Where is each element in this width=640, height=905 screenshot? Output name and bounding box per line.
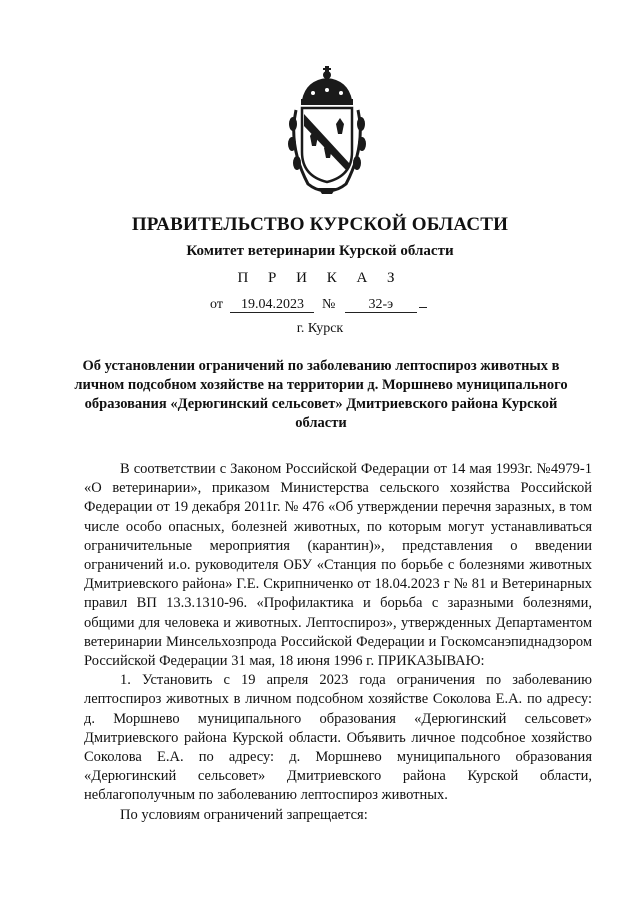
dateline xyxy=(210,297,427,313)
document-type: П Р И К А З xyxy=(237,270,403,286)
government-title: ПРАВИТЕЛЬСТВО КУРСКОЙ ОБЛАСТИ xyxy=(131,214,509,235)
order-date: 19.04.2023 xyxy=(230,298,314,313)
order-subject: Об установлении ограничений по заболеванию лептоспироз животных в личном подсобном хозяйстве на территории д. Моршнево муниципального образования «Дерюгинский сельсовет» Дмитриевского района Курской области xyxy=(74,358,568,431)
date-label: от xyxy=(210,297,223,312)
committee-name: Комитет ветеринарии Курской области xyxy=(186,243,454,259)
order-number: 32-э xyxy=(345,298,417,313)
number-label: № xyxy=(321,297,336,312)
underline-tail xyxy=(419,307,427,308)
kursk-coat-of-arms-icon xyxy=(288,66,366,196)
restrictions-intro: По условиям ограничений запрещается: xyxy=(120,806,368,823)
order-body xyxy=(84,460,592,825)
city: г. Курск xyxy=(296,321,344,336)
preamble-paragraph: В соответствии с Законом Российской Федерации от 14 мая 1993г. №4979-1 «О ветеринарии», приказом Министерства сельского хозяйства Российской Федерации от 19 декабря 2011г. № 476 «Об утверждении перечня заразных, в том числе особо опасных, болезней животных, по которым могут устанавливаться ограничительные мероприятия (карантин)», представления о введении ограничений и.о. руководителя ОБУ «Станция по борьбе с болезнями животных Дмитриевского района» Г.Е. Скрипниченко от 18.04.2023 г № 81 и Ветеринарных правил ВП 13.3.1310-96. «Профилактика и борьба с заразными болезнями, общими для человека и животных. Лептоспироз», утвержденных Департаментом ветеринарии Минсельхозпрода Российской Федерации и Госкомсанэпиднадзором Российской Федерации 31 мая, 18 июня 1996 г. ПРИКАЗЫВАЮ: xyxy=(84,461,592,670)
clause-1-paragraph: 1. Установить с 19 апреля 2023 года ограничения по заболеванию лептоспироз животных в личном подсобном хозяйстве Соколова Е.А. по адресу: д. Моршнево муниципального образования «Дерюгинский сельсовет» Дмитриевского района Курской области. Объявить личное подсобное хозяйство Соколова Е.А. по адресу: д. Моршнево муниципального образования «Дерюгинский сельсовет» Дмитриевского района Курской области, неблагополучным по заболеванию лептоспироз животных. xyxy=(84,672,592,804)
